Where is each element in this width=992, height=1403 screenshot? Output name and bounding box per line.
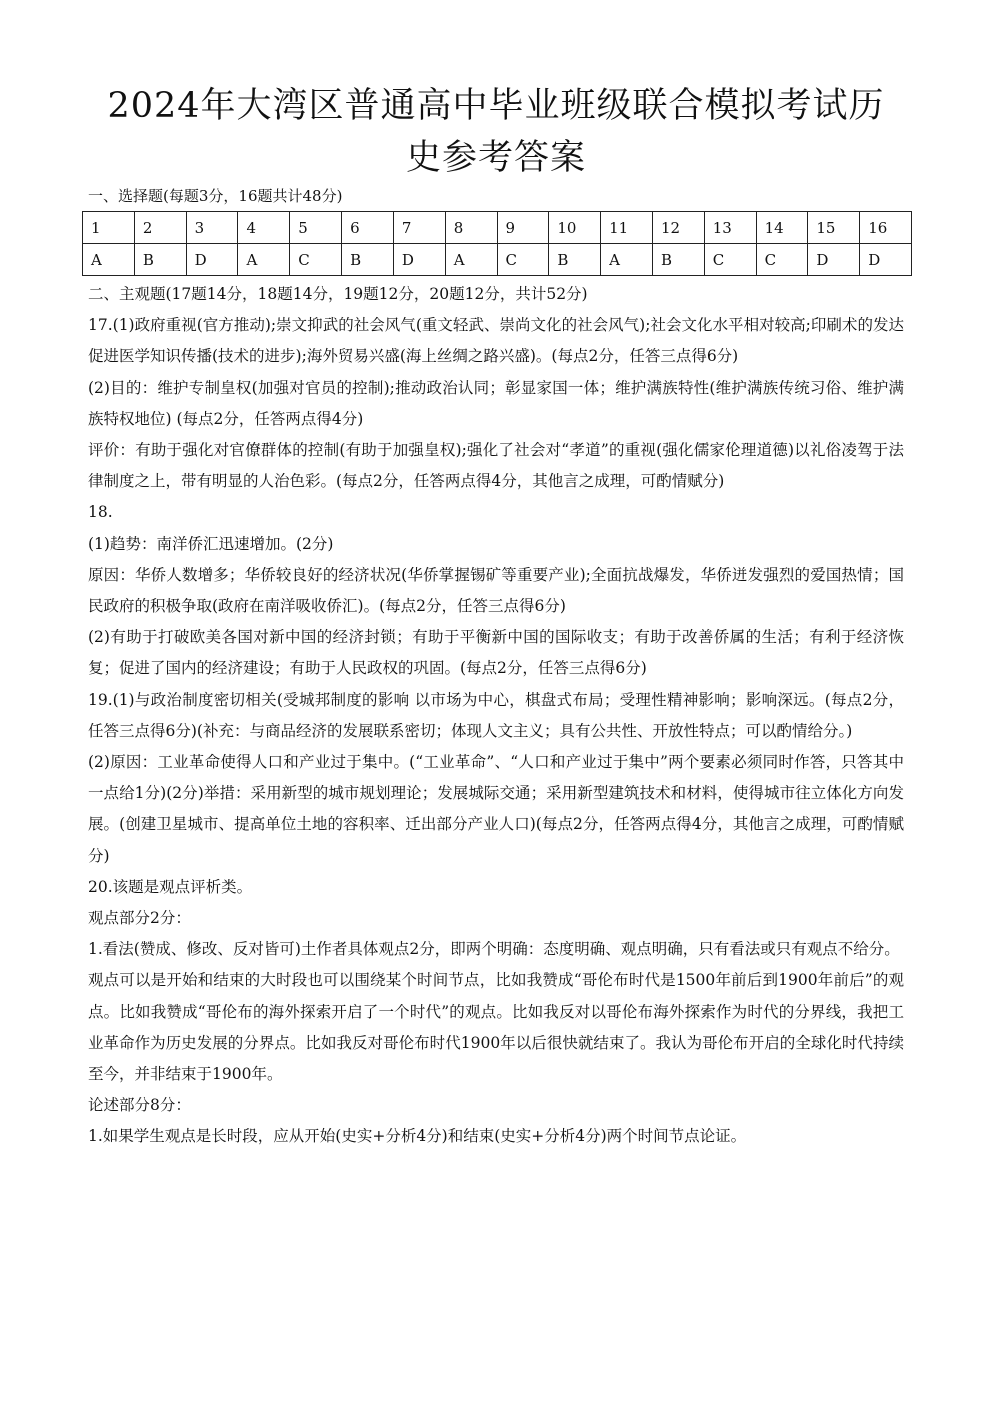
question-number: 10 bbox=[549, 212, 601, 244]
answer-cell: D bbox=[186, 244, 238, 276]
answer-cell: B bbox=[342, 244, 394, 276]
question-number: 15 bbox=[808, 212, 860, 244]
answer-cell: B bbox=[134, 244, 186, 276]
question-number: 16 bbox=[860, 212, 912, 244]
question-number: 11 bbox=[601, 212, 653, 244]
answer-cell: C bbox=[704, 244, 756, 276]
answer-paragraph: 观点部分2分： bbox=[88, 909, 191, 928]
answer-paragraph: 17.(1)政府重视(官方推动);崇文抑武的社会风气(重文轻武、崇尚文化的社会风气);社会文化水平相对较高;印刷术的发达促进医学知识传播(技术的进步);海外贸易兴盛(海上丝绸之路兴盛)。(每点2分，任答三点得6分) bbox=[88, 316, 904, 366]
answer-paragraph: 1.看法(赞成、修改、反对皆可)土作者具体观点2分，即两个明确：态度明确、观点明确，只有看法或只有观点不给分。 bbox=[88, 940, 900, 959]
question-number: 14 bbox=[756, 212, 808, 244]
question-number: 4 bbox=[238, 212, 290, 244]
answer-paragraph: 1.如果学生观点是长时段，应从开始(史实+分析4分)和结束(史实+分析4分)两个时间节点论证。 bbox=[88, 1127, 747, 1146]
section-2-heading: 二、主观题(17题14分，18题14分，19题12分，20题12分，共计52分) bbox=[88, 285, 588, 303]
answer-paragraph: 18. bbox=[88, 503, 113, 522]
question-number: 13 bbox=[704, 212, 756, 244]
question-number: 3 bbox=[186, 212, 238, 244]
section-1-heading: 一、选择题(每题3分，16题共计48分) bbox=[88, 187, 343, 205]
question-number: 12 bbox=[652, 212, 704, 244]
document-title bbox=[60, 80, 932, 184]
answer-paragraph: 19.(1)与政治制度密切相关(受城邦制度的影响 以市场为中心，棋盘式布局；受理性精神影响；影响深远。(每点2分，任答三点得6分)(补充：与商品经济的发展联系密切；体现人文主义；具有公共性、开放性特点；可以酌情给分。) bbox=[88, 690, 904, 740]
answer-cell: B bbox=[549, 244, 601, 276]
question-number-row bbox=[83, 212, 912, 244]
answer-paragraph: 评价：有助于强化对官僚群体的控制(有助于加强皇权);强化了社会对“孝道”的重视(强化儒家伦理道德)以礼俗凌驾于法律制度之上，带有明显的人治色彩。(每点2分，任答两点得4分，其他言之成理，可酌情赋分) bbox=[88, 441, 904, 491]
answer-paragraph: (2)原因：工业革命使得人口和产业过于集中。(“工业革命”、“人口和产业过于集中”两个要素必须同时作答，只答其中一点给1分)(2分)举措：采用新型的城市规划理论；发展城际交通；采用新型建筑技术和材料，使得城市往立体化方向发展。(创建卫星城市、提高单位土地的容积率、迁出部分产业人口)(每点2分，任答两点得4分，其他言之成理，可酌情赋分) bbox=[88, 753, 904, 865]
question-number: 7 bbox=[393, 212, 445, 244]
answer-cell: A bbox=[445, 244, 497, 276]
answer-cell: D bbox=[808, 244, 860, 276]
answer-row bbox=[83, 244, 912, 276]
answer-paragraph: (2)有助于打破欧美各国对新中国的经济封锁；有助于平衡新中国的国际收支；有助于改善侨属的生活；有利于经济恢复；促进了国内的经济建设；有助于人民政权的巩固。(每点2分，任答三点得6分) bbox=[88, 628, 904, 678]
answer-cell: C bbox=[756, 244, 808, 276]
answer-paragraph: (2)目的：维护专制皇权(加强对官员的控制);推动政治认同；彰显家国一体；维护满族特性(维护满族传统习俗、维护满族特权地位) (每点2分，任答两点得4分) bbox=[88, 378, 904, 428]
answer-paragraph: 20.该题是观点评析类。 bbox=[88, 877, 253, 896]
question-number: 5 bbox=[290, 212, 342, 244]
answer-cell: A bbox=[238, 244, 290, 276]
answer-paragraph: (1)趋势：南洋侨汇迅速增加。(2分) bbox=[88, 534, 334, 553]
title-line-2: 史参考答案 bbox=[405, 138, 586, 178]
answer-cell: A bbox=[601, 244, 653, 276]
answer-paragraph: 论述部分8分： bbox=[88, 1096, 191, 1115]
title-line-1: 2024年大湾区普通高中毕业班级联合模拟考试历 bbox=[107, 86, 885, 126]
answer-table bbox=[82, 211, 912, 276]
answer-cell: A bbox=[83, 244, 135, 276]
answer-cell: C bbox=[497, 244, 549, 276]
answer-cell: B bbox=[652, 244, 704, 276]
question-number: 6 bbox=[342, 212, 394, 244]
answer-cell: C bbox=[290, 244, 342, 276]
subjective-section bbox=[88, 279, 904, 1153]
answer-paragraph: 原因：华侨人数增多；华侨较良好的经济状况(华侨掌握锡矿等重要产业);全面抗战爆发，华侨迸发强烈的爱国热情；国民政府的积极争取(政府在南洋吸收侨汇)。(每点2分，任答三点得6分) bbox=[88, 565, 904, 616]
answer-paragraph: 观点可以是开始和结束的大时段也可以围绕某个时间节点，比如我赞成“哥伦布时代是1500年前后到1900年前后”的观点。比如我赞成“哥伦布的海外探索开启了一个时代”的观点。比如我反对以哥伦布海外探索作为时代的分界线，我把工业革命作为历史发展的分界点。比如我反对哥伦布时代1900年以后很快就结束了。我认为哥伦布开启的全球化时代持续至今，并非结束于1900年。 bbox=[88, 971, 904, 1084]
question-number: 2 bbox=[134, 212, 186, 244]
answer-cell: D bbox=[393, 244, 445, 276]
question-number: 8 bbox=[445, 212, 497, 244]
answer-cell: D bbox=[860, 244, 912, 276]
question-number: 9 bbox=[497, 212, 549, 244]
question-number: 1 bbox=[83, 212, 135, 244]
